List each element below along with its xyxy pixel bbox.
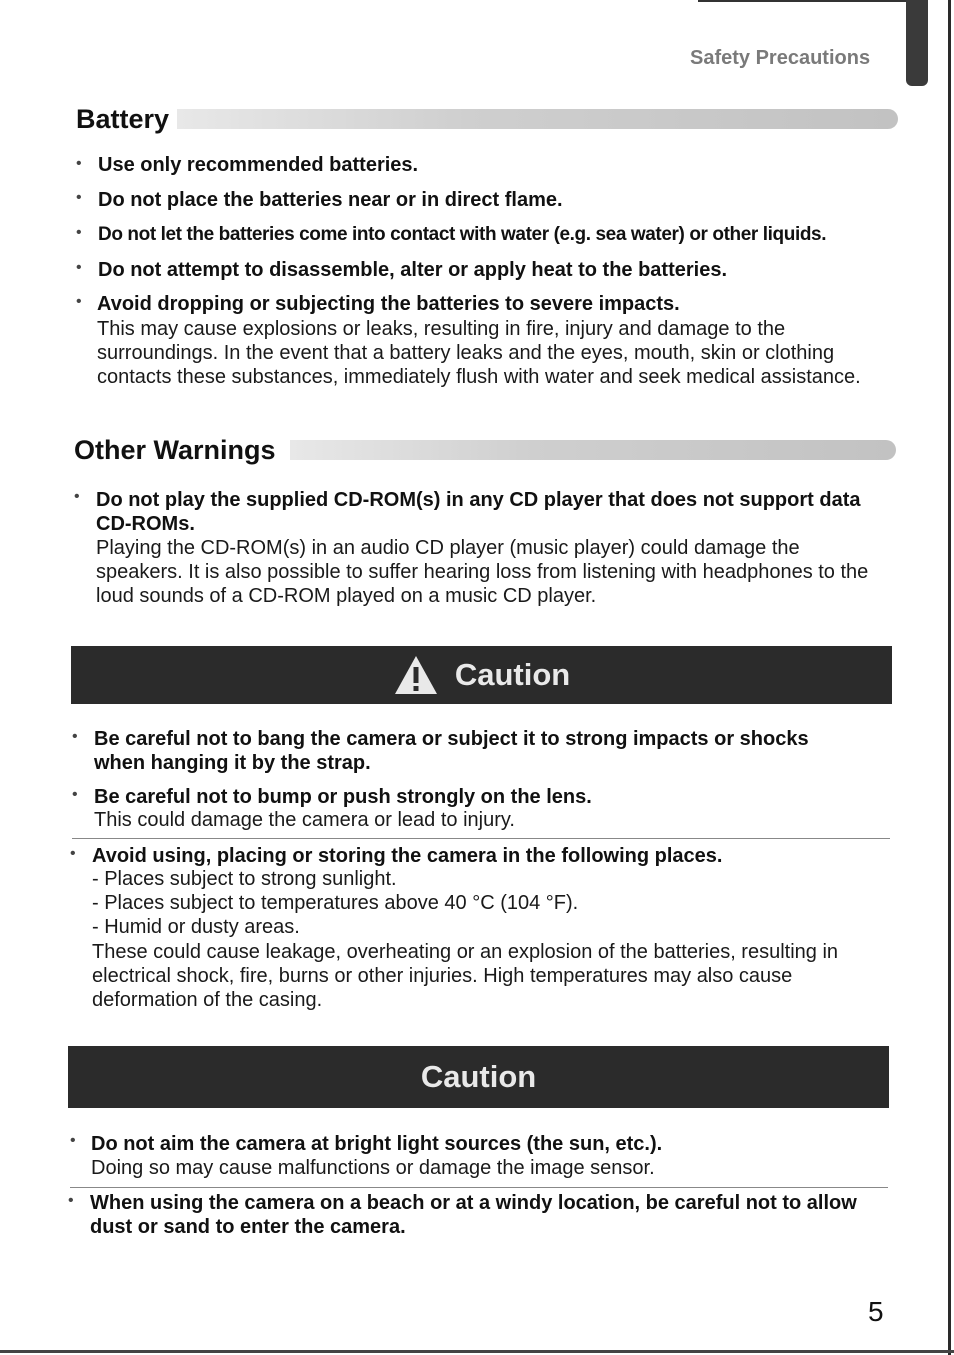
bullet-icon: •: [72, 786, 78, 803]
battery-item-4: Do not attempt to disassemble, alter or apply heat to the batteries.: [98, 259, 728, 281]
bullet-icon: •: [76, 224, 82, 241]
battery-title: Battery: [76, 103, 170, 134]
caution-banner-1: [71, 646, 892, 704]
top-edge-line: [698, 0, 926, 2]
battery-item-3: Do not let the batteries come into contact with water (e.g. sea water) or other liquids.: [98, 224, 827, 245]
caution2-item-2: When using the camera on a beach or at a windy location, be careful not to allow dust or sand to enter the camera.: [90, 1192, 857, 1238]
bottom-page-edge: [0, 1350, 954, 1353]
caution1-item-3-sublist: [92, 867, 882, 939]
caution2-item-1: Do not aim the camera at bright light sources (the sun, etc.).: [91, 1133, 663, 1155]
other-warnings-title: Other Warnings: [74, 434, 276, 465]
sublist-item: - Places subject to temperatures above 40 °C (104 °F).: [92, 892, 579, 914]
warning-triangle-icon: [393, 654, 439, 696]
caution-title-2: Caution: [420, 1059, 537, 1094]
caution-title-1: Caution: [454, 657, 571, 692]
divider: [70, 1187, 888, 1188]
caution2-item-1-body: Doing so may cause malfunctions or damage the image sensor.: [91, 1157, 655, 1179]
battery-item-1: Use only recommended batteries.: [98, 154, 419, 176]
caution1-item-2: Be careful not to bump or push strongly on the lens.: [94, 786, 592, 808]
heading-bar: [290, 440, 896, 460]
bullet-icon: •: [76, 293, 82, 310]
bullet-icon: •: [76, 259, 82, 276]
caution1-item-2-body: This could damage the camera or lead to injury.: [94, 809, 515, 831]
page-number: 5: [868, 1296, 884, 1327]
bullet-icon: •: [68, 1192, 74, 1209]
running-head: Safety Precautions: [690, 47, 871, 69]
sublist-item: - Places subject to strong sunlight.: [92, 868, 397, 890]
bullet-icon: •: [74, 488, 80, 505]
bullet-icon: •: [76, 155, 82, 172]
divider: [72, 838, 890, 839]
right-page-edge: [948, 0, 951, 1355]
sublist-item: - Humid or dusty areas.: [92, 916, 300, 938]
caution1-item-1: Be careful not to bang the camera or subject it to strong impacts or shocks when hanging it by the strap.: [94, 728, 809, 774]
battery-item-2: Do not place the batteries near or in direct flame.: [98, 189, 563, 211]
section-tab: [906, 0, 928, 86]
bullet-icon: •: [72, 728, 78, 745]
caution-banner-2: [68, 1046, 889, 1108]
caution1-item-3: Avoid using, placing or storing the camera in the following places.: [92, 845, 723, 867]
battery-item-5: Avoid dropping or subjecting the batteries to severe impacts.: [97, 293, 680, 315]
heading-bar: [177, 109, 898, 129]
battery-item-5-body: This may cause explosions or leaks, resulting in fire, injury and damage to the surroundings. In the event that a battery leaks and the eyes, mouth, skin or clothing contacts these substances, immediately flush with water and seek medical assistance.: [97, 318, 861, 388]
other-item-1: Do not play the supplied CD-ROM(s) in any CD player that does not support data CD-ROMs.: [96, 489, 861, 535]
battery-heading: [76, 102, 898, 136]
caution1-item-3-body: These could cause leakage, overheating or an explosion of the batteries, resulting in electrical shock, fire, burns or other injuries. High temperatures may also cause deformation of the casing.: [92, 941, 839, 1011]
other-warnings-heading: [74, 432, 896, 468]
bullet-icon: •: [70, 845, 76, 862]
bullet-icon: •: [70, 1132, 76, 1149]
other-item-1-body: Playing the CD-ROM(s) in an audio CD player (music player) could damage the speakers. It is also possible to suffer hearing loss from listening with headphones to the loud sounds of a CD-ROM played on a music CD player.: [96, 537, 869, 607]
bullet-icon: •: [76, 189, 82, 206]
